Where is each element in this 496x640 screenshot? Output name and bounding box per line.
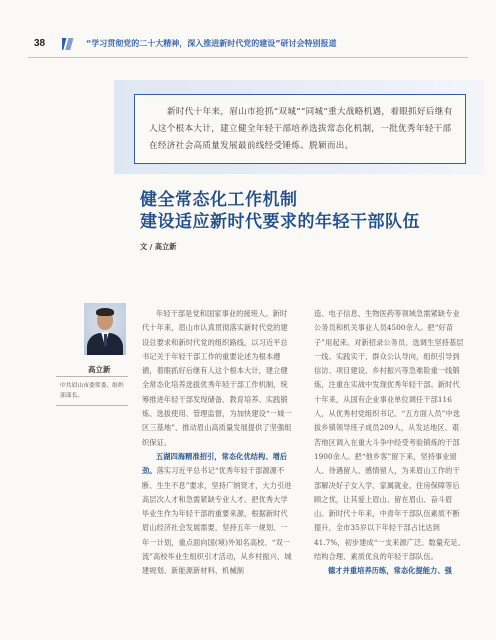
body-column-2: [314, 307, 466, 579]
running-header: [0, 34, 496, 56]
author-divider-bottom: [56, 405, 128, 406]
header-ornament-icon: [62, 36, 82, 52]
body-paragraph: 年轻干部是党和国家事业的接班人。新时代十年来，眉山市认真贯彻落实新时代党的建设总要求和新时代党的组织路线，以习近平总书记关于年轻干部工作的重要论述为根本遵循，着眼抓好后继有人这个根本大计，建立健全常态化培养选拔优秀年轻干部工作机制，统筹推进年轻干部发现储备、教育培养、实践锻炼、选拔使用、管理监督，为加快建设“一城一区三基地”、推动眉山高质量发展提供了坚强组织保证。: [142, 309, 292, 447]
author-title: 中共眉山市委常委、组织部部长。: [60, 383, 124, 399]
body-column-1: [142, 307, 294, 579]
article-title-line1: 健全常态化工作机制: [140, 190, 298, 210]
author-name: 高立新: [88, 365, 111, 374]
article-title-line2: 建设适应新时代要求的年轻干部队伍: [140, 212, 420, 232]
body-paragraph: 造、电子信息、生物医药等领域急需紧缺专业公务员和机关事业人员4500余人。把“好苗子”用起来。对新招录公务员、选调生坚持基层一线、实践实干、群众公认导向，组织引导到信访、项目建设、乡村振兴等急难险重一线锻炼，注重在实战中发现优秀年轻干部。新时代十年来，从国有企业事业单位调任干部116人，从优秀村党组织书记、“五方面人员”中选拔乡镇领导班子成员209人，从发达地区、艰苦地区调入在重大斗争中经受考验锻炼的干部1900余人。把“他乡客”留下来，坚持事业留人、待遇留人、感情留人，为来眉山工作的干部解决好子女入学、家属就业、住房保障等后顾之忧，让其爱上眉山、留在眉山、奋斗眉山。新时代十年来，中青年干部队伍素质不断提升，全市35岁以下年轻干部占比达到41.7%，初步建成“一支来源广泛、数量充足、结构合理、素质优良的年轻干部队伍。: [314, 309, 465, 562]
portrait-tie: [104, 334, 107, 346]
body-text: 落实习近平总书记“优秀年轻干部源源不断、生生不息”要求，坚持广纳贤才，大力引进高层次人才和急需紧缺专业人才。把优秀大学毕业生作为年轻干部的重要来源，根据新时代眉山经济社会发展需要，坚持五年一规划、一年一计划，重点面向国(境)外知名高校、“双一流”高校毕业生组织引才活动，从乡村振兴、城建规划、新能源新材料、机械制: [142, 466, 292, 576]
article-title: [140, 189, 480, 233]
portrait-hair: [96, 308, 114, 316]
header-divider: [28, 57, 468, 58]
page-number: 38: [34, 38, 46, 49]
author-portrait: [84, 303, 126, 355]
intro-box: [134, 94, 466, 164]
body-paragraph-with-heading: [142, 450, 294, 579]
intro-text: 新时代十年来，眉山市抢抓“双城”“同城”重大战略机遇，着眼抓好后继有人这个根本大计，建立健全年轻干部培养选拔常态化机制，一批优秀年轻干部在经济社会高质量发展最前线经受锤炼、脱颖而出。: [149, 107, 453, 151]
section-heading: 五湖四海精准招引，常态化优结构、增后劲。: [142, 451, 288, 476]
running-title: “学习贯彻党的二十大精神，深入推进新时代党的建设”研讨会特别报道: [86, 39, 337, 48]
section-heading: 德才并重培养历练，常态化提能力、强: [328, 566, 452, 576]
byline: 文 / 高立新: [140, 242, 177, 251]
section-heading-paragraph: [314, 564, 466, 578]
author-divider-top: [56, 376, 128, 377]
